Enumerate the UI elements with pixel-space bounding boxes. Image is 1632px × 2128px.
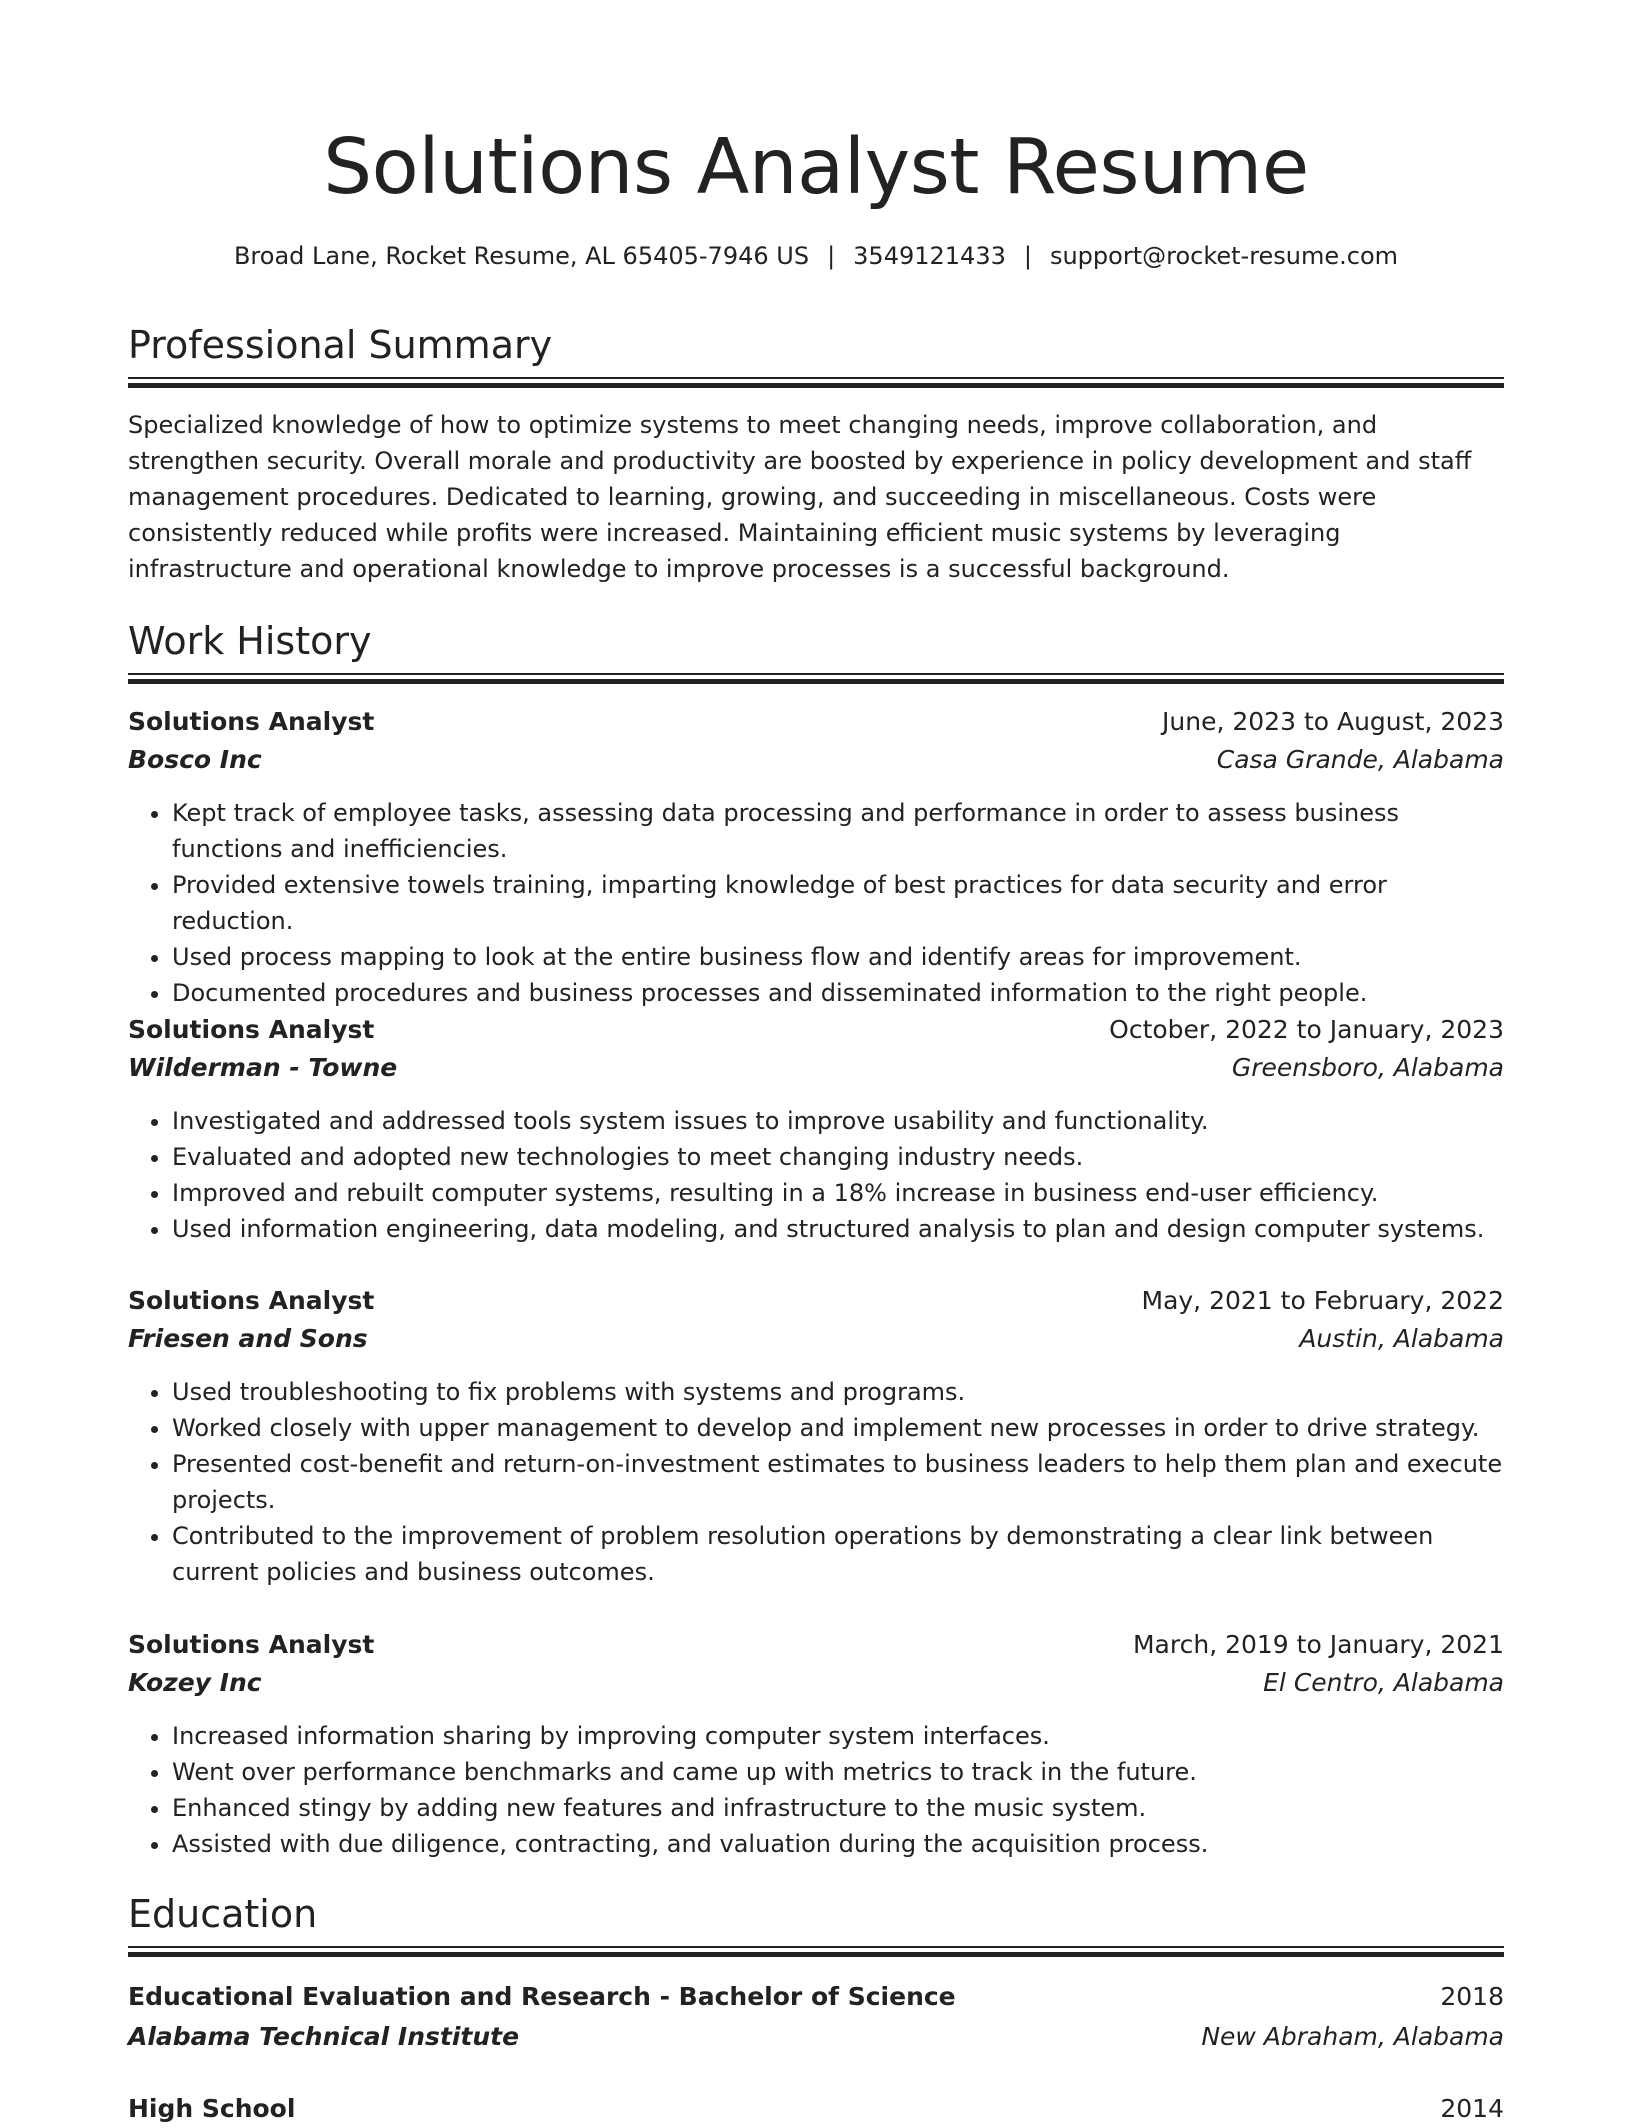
job-location: Austin, Alabama (1299, 1324, 1504, 1353)
section-divider (128, 1946, 1504, 1956)
job-entry (128, 1626, 1504, 1862)
section-heading-work: Work History (128, 619, 372, 663)
job-bullets (128, 795, 1504, 1011)
job-title: Solutions Analyst (128, 1015, 375, 1044)
job-bullet: • Kept track of employee tasks, assessing data processing and performance in order to assess business functions and inefficiencies. (172, 795, 1504, 867)
job-bullets (128, 1103, 1504, 1247)
contact-separator: | (827, 242, 836, 270)
education-entry (128, 2090, 1504, 2128)
job-entry (128, 1011, 1504, 1247)
job-bullet: • Presented cost-benefit and return-on-investment estimates to business leaders to help them plan and execute projects. (172, 1446, 1504, 1518)
job-bullet: • Used troubleshooting to fix problems with systems and programs. (172, 1374, 1504, 1410)
job-bullet: • Worked closely with upper management to develop and implement new processes in order to drive strategy. (172, 1410, 1504, 1446)
job-bullets (128, 1374, 1504, 1590)
job-bullet: • Went over performance benchmarks and came up with metrics to track in the future. (172, 1754, 1504, 1790)
contact-line (128, 238, 1504, 274)
job-entry (128, 703, 1504, 1011)
contact-phone: 3549121433 (853, 242, 1006, 270)
job-bullet: • Used process mapping to look at the entire business flow and identify areas for improvement. (172, 939, 1504, 975)
job-dates: October, 2022 to January, 2023 (1109, 1015, 1504, 1044)
section-heading-education: Education (128, 1892, 318, 1936)
contact-address: Broad Lane, Rocket Resume, AL 65405-7946 US (233, 242, 810, 270)
job-dates: March, 2019 to January, 2021 (1132, 1630, 1504, 1659)
education-year: 2018 (1440, 1982, 1504, 2011)
education-entry (128, 1978, 1504, 2056)
job-bullet: • Documented procedures and business processes and disseminated information to the right people. (172, 975, 1504, 1011)
job-bullet: • Contributed to the improvement of problem resolution operations by demonstrating a clear link between current policies and business outcomes. (172, 1518, 1504, 1590)
education-degree: Educational Evaluation and Research - Bachelor of Science (128, 1982, 956, 2011)
job-bullet: • Improved and rebuilt computer systems, resulting in a 18% increase in business end-user efficiency. (172, 1175, 1504, 1211)
job-location: Greensboro, Alabama (1231, 1053, 1504, 1082)
job-company: Bosco Inc (128, 745, 262, 774)
job-bullet: • Investigated and addressed tools system issues to improve usability and functionality. (172, 1103, 1504, 1139)
education-location: New Abraham, Alabama (1201, 2022, 1504, 2051)
job-bullet: • Enhanced stingy by adding new features and infrastructure to the music system. (172, 1790, 1504, 1826)
education-year: 2014 (1440, 2094, 1504, 2123)
job-title: Solutions Analyst (128, 707, 375, 736)
job-location: Casa Grande, Alabama (1216, 745, 1504, 774)
job-bullet: • Provided extensive towels training, imparting knowledge of best practices for data security and error reduction. (172, 867, 1504, 939)
job-bullet: • Assisted with due diligence, contracting, and valuation during the acquisition process. (172, 1826, 1504, 1862)
job-company: Kozey Inc (128, 1668, 262, 1697)
section-heading-summary: Professional Summary (128, 323, 553, 367)
job-bullets (128, 1718, 1504, 1862)
section-divider (128, 377, 1504, 387)
job-bullet: • Increased information sharing by improving computer system interfaces. (172, 1718, 1504, 1754)
summary-text: Specialized knowledge of how to optimize systems to meet changing needs, improve collaboration, and strengthen security. Overall morale and productivity are boosted by experience in policy development and staff management procedures. Dedicated to learning, growing, and succeeding in miscellaneous. Costs were consistently reduced while profits were increased. Maintaining efficient music systems by leveraging infrastructure and operational knowledge to improve processes is a successful background. (128, 411, 1472, 583)
education-degree: High School (128, 2094, 296, 2123)
job-bullet: • Used information engineering, data modeling, and structured analysis to plan and design computer systems. (172, 1211, 1504, 1247)
job-company: Friesen and Sons (128, 1324, 368, 1353)
contact-separator: | (1023, 242, 1032, 270)
job-entry (128, 1282, 1504, 1590)
job-dates: May, 2021 to February, 2022 (1141, 1286, 1504, 1315)
section-divider (128, 673, 1504, 683)
job-title: Solutions Analyst (128, 1286, 375, 1315)
job-location: El Centro, Alabama (1263, 1668, 1504, 1697)
contact-email[interactable]: support@rocket-resume.com (1049, 242, 1399, 270)
resume-title: Solutions Analyst Resume (323, 123, 1309, 212)
job-dates: June, 2023 to August, 2023 (1162, 707, 1504, 736)
job-title: Solutions Analyst (128, 1630, 375, 1659)
job-bullet: • Evaluated and adopted new technologies to meet changing industry needs. (172, 1139, 1504, 1175)
job-company: Wilderman - Towne (128, 1053, 398, 1082)
education-school: Alabama Technical Institute (128, 2022, 520, 2051)
